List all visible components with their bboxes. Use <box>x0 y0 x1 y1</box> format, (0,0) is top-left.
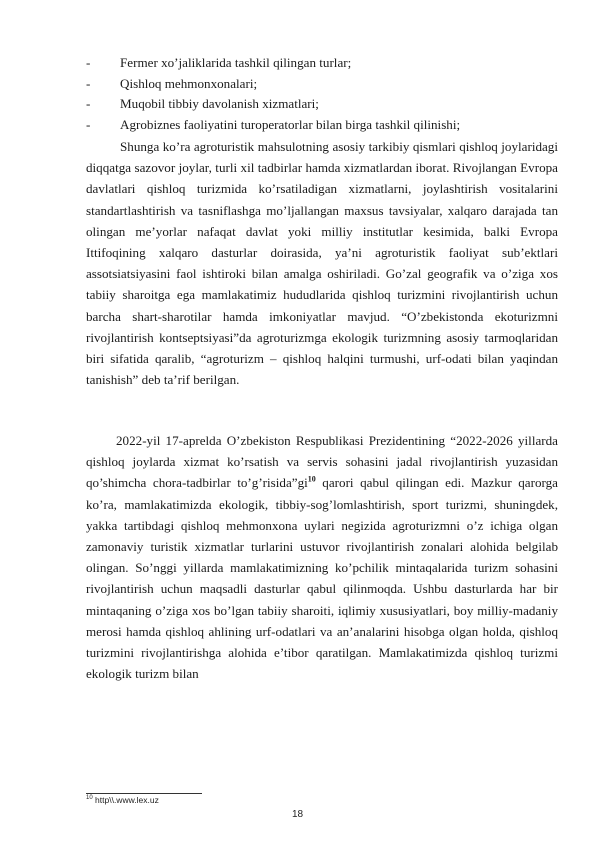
list-item <box>86 53 558 74</box>
bullet-dash: - <box>86 96 91 111</box>
bullet-dash: - <box>86 75 91 91</box>
bullet-list <box>86 53 558 135</box>
body-paragraph <box>86 430 558 684</box>
footnote <box>86 795 159 805</box>
list-item <box>86 115 558 136</box>
list-item <box>86 74 558 95</box>
footnote-reference: 10 <box>307 475 316 485</box>
list-item <box>86 94 558 115</box>
bullet-text: Muqobil tibbiy davolanish xizmatlari; <box>120 96 319 111</box>
page-number: 18 <box>291 809 304 820</box>
body-paragraph: Shunga ko’ra agroturistik mahsulotning asosiy tarkibiy qismlari qishloq joylaridagi diqqatga sazovor joylar, turli xil tadbirlar hamda xizmatlardan iborat. Rivojlangan Evropa davlatlari qishloq turizmida ko’rsatiladigan xizmatlarni, joylashtirish vositalarini standartlashtirish va tasniflashga mo’ljallangan maxsus tavsiyalar, xalqaro darajada tan olingan me’yorlar nafaqat davlat yoki milliy institutlar kesimida, balki Evropa Ittifoqining xalqaro dasturlar doirasida, ya’ni agroturistik faoliyat sub’ektlari assotsiatsiyasini faol ishtiroki bilan amalga oshiriladi. Go’zal geografik va o’ziga xos tabiiy sharoitga ega mamlakatimiz hududlarida qishloq turizmini rivojlantirish uchun barcha shart-sharotilar hamda imkoniyatlar mavjud. “O’zbekistonda ekoturizmni rivojlantirish kontseptsiyasi”da agroturizmga ekologik turizmning asosiy tarmoqlaridan biri sifatida qaralib, “agroturizm – qishloq halqini turmushi, urf-odati bilan yaqindan tanishish” deb ta’rif berilgan. <box>86 139 558 388</box>
footnote-separator <box>86 793 202 794</box>
footnote-number: 10 <box>86 795 93 802</box>
bullet-text: Agrobiznes faoliyatini turoperatorlar bilan birga tashkil qilinishi; <box>120 116 461 132</box>
bullet-text: Qishloq mehmonxonalari; <box>120 75 258 91</box>
bullet-dash: - <box>86 116 91 132</box>
footnote-text: http\\.www.lex.uz <box>92 795 159 805</box>
bullet-text: Fermer xo’jaliklarida tashkil qilingan turlar; <box>120 55 352 70</box>
bullet-dash: - <box>86 55 91 70</box>
paragraph-text: 2022-yil 17-aprelda O’zbekiston Respublikasi Prezidentining “2022-2026 yillarda qishloq joylarda xizmat ko’rsatish va servis sohasini jadal rivojlantirish yuzasidan qo’shimcha chora-tadbirlar to’g’risida”gi <box>86 433 558 491</box>
paragraph-text: qarori qabul qilingan edi. Mazkur qarorga ko’ra, mamlakatimizda ekologik, tibbiy-sog’lomlashtirish, sport turizmi, shuningdek, yakka tartibdagi qishloq mehmonxona uylari negizida agroturizmni o’z ichiga olgan zamonaviy turistik xizmatlar turlarini ustuvor rivojlantirish zonalari alohida belgilab olingan. So’nggi yillarda mamlakatimizning ko’pchilik mintaqalarida turizm sohasini rivojlantirish uchun maqsadli dasturlar qabul qilinmoqda. Ushbu dasturlarda har bir mintaqaning o’ziga xos bo’lgan tabiiy sharoiti, iqlimiy xususiyatlari, boy milliy-madaniy merosi hamda qishloq ahlining urf-odatlari va an’analarini hisobga olgan holda, qishloq turizmini rivojlantirishga alohida e’tibor qaratilgan. Mamlakatimizda qishloq turizmi ekologik turizm bilan <box>86 475 558 682</box>
